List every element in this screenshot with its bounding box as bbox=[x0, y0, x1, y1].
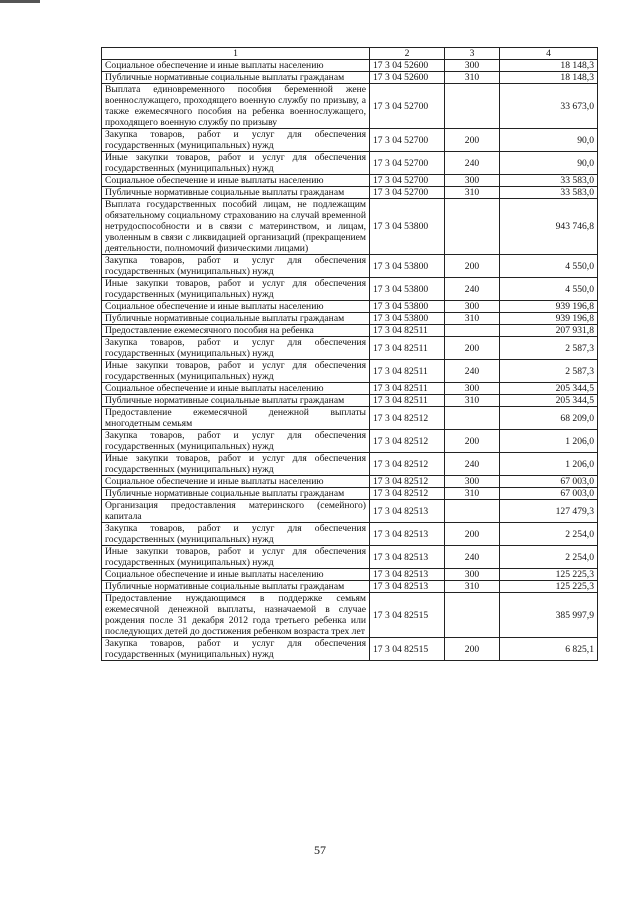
row-expense-type-cell bbox=[445, 407, 500, 430]
table-row bbox=[102, 430, 598, 453]
row-expense-type-cell: 310 bbox=[445, 488, 500, 500]
row-code-cell: 17 3 04 82511 bbox=[370, 325, 445, 337]
table-row bbox=[102, 337, 598, 360]
row-code-cell: 17 3 04 53800 bbox=[370, 255, 445, 278]
row-expense-type-cell: 310 bbox=[445, 187, 500, 199]
row-code-cell: 17 3 04 53800 bbox=[370, 278, 445, 301]
table-row bbox=[102, 488, 598, 500]
row-expense-type-cell bbox=[445, 84, 500, 129]
row-expense-type-cell: 310 bbox=[445, 395, 500, 407]
row-amount-cell: 6 825,1 bbox=[500, 638, 598, 661]
budget-table bbox=[101, 47, 598, 661]
row-amount-cell: 125 225,3 bbox=[500, 569, 598, 581]
row-code-cell: 17 3 04 82513 bbox=[370, 500, 445, 523]
row-name-cell: Предоставление ежемесячного пособия на ребенка bbox=[102, 325, 370, 337]
row-expense-type-cell: 310 bbox=[445, 72, 500, 84]
row-name-cell: Закупка товаров, работ и услуг для обеспечения государственных (муниципальных) нужд bbox=[102, 638, 370, 661]
row-name-cell: Публичные нормативные социальные выплаты гражданам bbox=[102, 395, 370, 407]
table-row bbox=[102, 325, 598, 337]
row-amount-cell: 67 003,0 bbox=[500, 476, 598, 488]
row-code-cell: 17 3 04 82515 bbox=[370, 593, 445, 638]
row-name-cell: Социальное обеспечение и иные выплаты населению bbox=[102, 569, 370, 581]
row-name-cell: Иные закупки товаров, работ и услуг для обеспечения государственных (муниципальных) нужд bbox=[102, 152, 370, 175]
row-amount-cell: 385 997,9 bbox=[500, 593, 598, 638]
row-name-cell: Социальное обеспечение и иные выплаты населению bbox=[102, 383, 370, 395]
row-code-cell: 17 3 04 82515 bbox=[370, 638, 445, 661]
header-row bbox=[102, 48, 598, 60]
row-amount-cell: 205 344,5 bbox=[500, 395, 598, 407]
row-expense-type-cell: 200 bbox=[445, 255, 500, 278]
row-name-cell: Социальное обеспечение и иные выплаты населению bbox=[102, 175, 370, 187]
table-row bbox=[102, 360, 598, 383]
table-row bbox=[102, 407, 598, 430]
row-name-cell: Закупка товаров, работ и услуг для обеспечения государственных (муниципальных) нужд bbox=[102, 430, 370, 453]
row-amount-cell: 125 225,3 bbox=[500, 581, 598, 593]
row-name-cell: Публичные нормативные социальные выплаты гражданам bbox=[102, 488, 370, 500]
table-row bbox=[102, 523, 598, 546]
row-amount-cell: 4 550,0 bbox=[500, 278, 598, 301]
row-name-cell: Иные закупки товаров, работ и услуг для обеспечения государственных (муниципальных) нужд bbox=[102, 360, 370, 383]
row-expense-type-cell bbox=[445, 325, 500, 337]
row-name-cell: Закупка товаров, работ и услуг для обеспечения государственных (муниципальных) нужд bbox=[102, 255, 370, 278]
row-code-cell: 17 3 04 82511 bbox=[370, 383, 445, 395]
row-expense-type-cell bbox=[445, 593, 500, 638]
row-amount-cell: 2 254,0 bbox=[500, 546, 598, 569]
row-name-cell: Социальное обеспечение и иные выплаты населению bbox=[102, 476, 370, 488]
table-row bbox=[102, 593, 598, 638]
row-expense-type-cell: 240 bbox=[445, 360, 500, 383]
row-amount-cell: 939 196,8 bbox=[500, 301, 598, 313]
row-amount-cell: 1 206,0 bbox=[500, 453, 598, 476]
header-cell-3: 3 bbox=[445, 48, 500, 60]
row-name-cell: Выплата государственных пособий лицам, не подлежащим обязательному социальному страхованию на случай временной нетрудоспособности и в связи с материнством, и лицам, уволенным в связи с ликвидацией организаций (прекращением деятельности, полномочий физическими лицами) bbox=[102, 199, 370, 255]
row-amount-cell: 33 583,0 bbox=[500, 187, 598, 199]
row-code-cell: 17 3 04 52700 bbox=[370, 175, 445, 187]
header-cell-2: 2 bbox=[370, 48, 445, 60]
row-expense-type-cell: 300 bbox=[445, 569, 500, 581]
row-name-cell: Закупка товаров, работ и услуг для обеспечения государственных (муниципальных) нужд bbox=[102, 129, 370, 152]
row-expense-type-cell: 300 bbox=[445, 383, 500, 395]
row-name-cell: Публичные нормативные социальные выплаты гражданам bbox=[102, 187, 370, 199]
row-code-cell: 17 3 04 52700 bbox=[370, 187, 445, 199]
row-amount-cell: 33 673,0 bbox=[500, 84, 598, 129]
row-name-cell: Организация предоставления материнского (семейного) капитала bbox=[102, 500, 370, 523]
row-code-cell: 17 3 04 82512 bbox=[370, 488, 445, 500]
row-name-cell: Публичные нормативные социальные выплаты гражданам bbox=[102, 313, 370, 325]
row-expense-type-cell: 300 bbox=[445, 60, 500, 72]
table-row bbox=[102, 313, 598, 325]
row-amount-cell: 1 206,0 bbox=[500, 430, 598, 453]
row-expense-type-cell: 300 bbox=[445, 476, 500, 488]
table-row bbox=[102, 383, 598, 395]
row-expense-type-cell: 200 bbox=[445, 430, 500, 453]
row-name-cell: Публичные нормативные социальные выплаты гражданам bbox=[102, 581, 370, 593]
row-amount-cell: 127 479,3 bbox=[500, 500, 598, 523]
table-row bbox=[102, 395, 598, 407]
row-amount-cell: 207 931,8 bbox=[500, 325, 598, 337]
row-name-cell: Выплата единовременного пособия беременной жене военнослужащего, проходящего военную службу по призыву, а также ежемесячного пособия на ребенка военнослужащего, проходящего военную службу по призыву bbox=[102, 84, 370, 129]
row-amount-cell: 939 196,8 bbox=[500, 313, 598, 325]
row-name-cell: Иные закупки товаров, работ и услуг для обеспечения государственных (муниципальных) нужд bbox=[102, 278, 370, 301]
row-code-cell: 17 3 04 82513 bbox=[370, 546, 445, 569]
row-name-cell: Предоставление ежемесячной денежной выплаты многодетным семьям bbox=[102, 407, 370, 430]
table-row bbox=[102, 569, 598, 581]
row-code-cell: 17 3 04 52600 bbox=[370, 60, 445, 72]
table-row bbox=[102, 60, 598, 72]
row-expense-type-cell: 200 bbox=[445, 129, 500, 152]
row-name-cell: Социальное обеспечение и иные выплаты населению bbox=[102, 60, 370, 72]
table-row bbox=[102, 199, 598, 255]
table-row bbox=[102, 84, 598, 129]
row-amount-cell: 68 209,0 bbox=[500, 407, 598, 430]
row-name-cell: Предоставление нуждающимся в поддержке семьям ежемесячной денежной выплаты, назначаемой в случае рождения после 31 декабря 2012 года третьего ребенка или последующих детей до достижения ребенком возраста трех лет bbox=[102, 593, 370, 638]
row-code-cell: 17 3 04 52700 bbox=[370, 152, 445, 175]
table-row bbox=[102, 152, 598, 175]
table-row bbox=[102, 500, 598, 523]
header-cell-4: 4 bbox=[500, 48, 598, 60]
row-name-cell: Публичные нормативные социальные выплаты гражданам bbox=[102, 72, 370, 84]
table-body bbox=[102, 60, 598, 661]
row-code-cell: 17 3 04 82513 bbox=[370, 581, 445, 593]
row-name-cell: Иные закупки товаров, работ и услуг для обеспечения государственных (муниципальных) нужд bbox=[102, 453, 370, 476]
row-name-cell: Закупка товаров, работ и услуг для обеспечения государственных (муниципальных) нужд bbox=[102, 337, 370, 360]
row-expense-type-cell: 200 bbox=[445, 523, 500, 546]
row-expense-type-cell bbox=[445, 199, 500, 255]
row-amount-cell: 18 148,3 bbox=[500, 72, 598, 84]
table-row bbox=[102, 187, 598, 199]
row-expense-type-cell: 300 bbox=[445, 175, 500, 187]
row-amount-cell: 2 254,0 bbox=[500, 523, 598, 546]
row-code-cell: 17 3 04 82511 bbox=[370, 395, 445, 407]
row-amount-cell: 90,0 bbox=[500, 152, 598, 175]
table-row bbox=[102, 255, 598, 278]
row-expense-type-cell: 200 bbox=[445, 337, 500, 360]
row-code-cell: 17 3 04 82512 bbox=[370, 407, 445, 430]
row-amount-cell: 2 587,3 bbox=[500, 360, 598, 383]
row-amount-cell: 4 550,0 bbox=[500, 255, 598, 278]
row-code-cell: 17 3 04 53800 bbox=[370, 199, 445, 255]
row-expense-type-cell: 310 bbox=[445, 581, 500, 593]
row-amount-cell: 18 148,3 bbox=[500, 60, 598, 72]
row-code-cell: 17 3 04 82512 bbox=[370, 476, 445, 488]
table-row bbox=[102, 301, 598, 313]
row-name-cell: Закупка товаров, работ и услуг для обеспечения государственных (муниципальных) нужд bbox=[102, 523, 370, 546]
scan-edge-mark bbox=[0, 0, 40, 3]
table-row bbox=[102, 476, 598, 488]
row-code-cell: 17 3 04 53800 bbox=[370, 313, 445, 325]
table-row bbox=[102, 72, 598, 84]
row-code-cell: 17 3 04 82511 bbox=[370, 337, 445, 360]
row-amount-cell: 90,0 bbox=[500, 129, 598, 152]
row-expense-type-cell: 240 bbox=[445, 453, 500, 476]
row-code-cell: 17 3 04 52600 bbox=[370, 72, 445, 84]
row-code-cell: 17 3 04 82512 bbox=[370, 430, 445, 453]
row-code-cell: 17 3 04 52700 bbox=[370, 84, 445, 129]
table-row bbox=[102, 175, 598, 187]
row-expense-type-cell: 200 bbox=[445, 638, 500, 661]
row-amount-cell: 943 746,8 bbox=[500, 199, 598, 255]
row-code-cell: 17 3 04 82513 bbox=[370, 569, 445, 581]
table-row bbox=[102, 278, 598, 301]
row-expense-type-cell: 300 bbox=[445, 301, 500, 313]
row-expense-type-cell: 310 bbox=[445, 313, 500, 325]
page-number: 57 bbox=[314, 843, 326, 857]
table-row bbox=[102, 129, 598, 152]
row-amount-cell: 205 344,5 bbox=[500, 383, 598, 395]
table-row bbox=[102, 638, 598, 661]
table-row bbox=[102, 581, 598, 593]
header-cell-1: 1 bbox=[102, 48, 370, 60]
row-expense-type-cell bbox=[445, 500, 500, 523]
table-row bbox=[102, 546, 598, 569]
row-code-cell: 17 3 04 82512 bbox=[370, 453, 445, 476]
row-expense-type-cell: 240 bbox=[445, 278, 500, 301]
row-amount-cell: 33 583,0 bbox=[500, 175, 598, 187]
row-code-cell: 17 3 04 82511 bbox=[370, 360, 445, 383]
row-code-cell: 17 3 04 53800 bbox=[370, 301, 445, 313]
row-amount-cell: 67 003,0 bbox=[500, 488, 598, 500]
row-expense-type-cell: 240 bbox=[445, 546, 500, 569]
row-name-cell: Иные закупки товаров, работ и услуг для обеспечения государственных (муниципальных) нужд bbox=[102, 546, 370, 569]
table-row bbox=[102, 453, 598, 476]
row-amount-cell: 2 587,3 bbox=[500, 337, 598, 360]
row-expense-type-cell: 240 bbox=[445, 152, 500, 175]
row-code-cell: 17 3 04 82513 bbox=[370, 523, 445, 546]
row-name-cell: Социальное обеспечение и иные выплаты населению bbox=[102, 301, 370, 313]
row-code-cell: 17 3 04 52700 bbox=[370, 129, 445, 152]
